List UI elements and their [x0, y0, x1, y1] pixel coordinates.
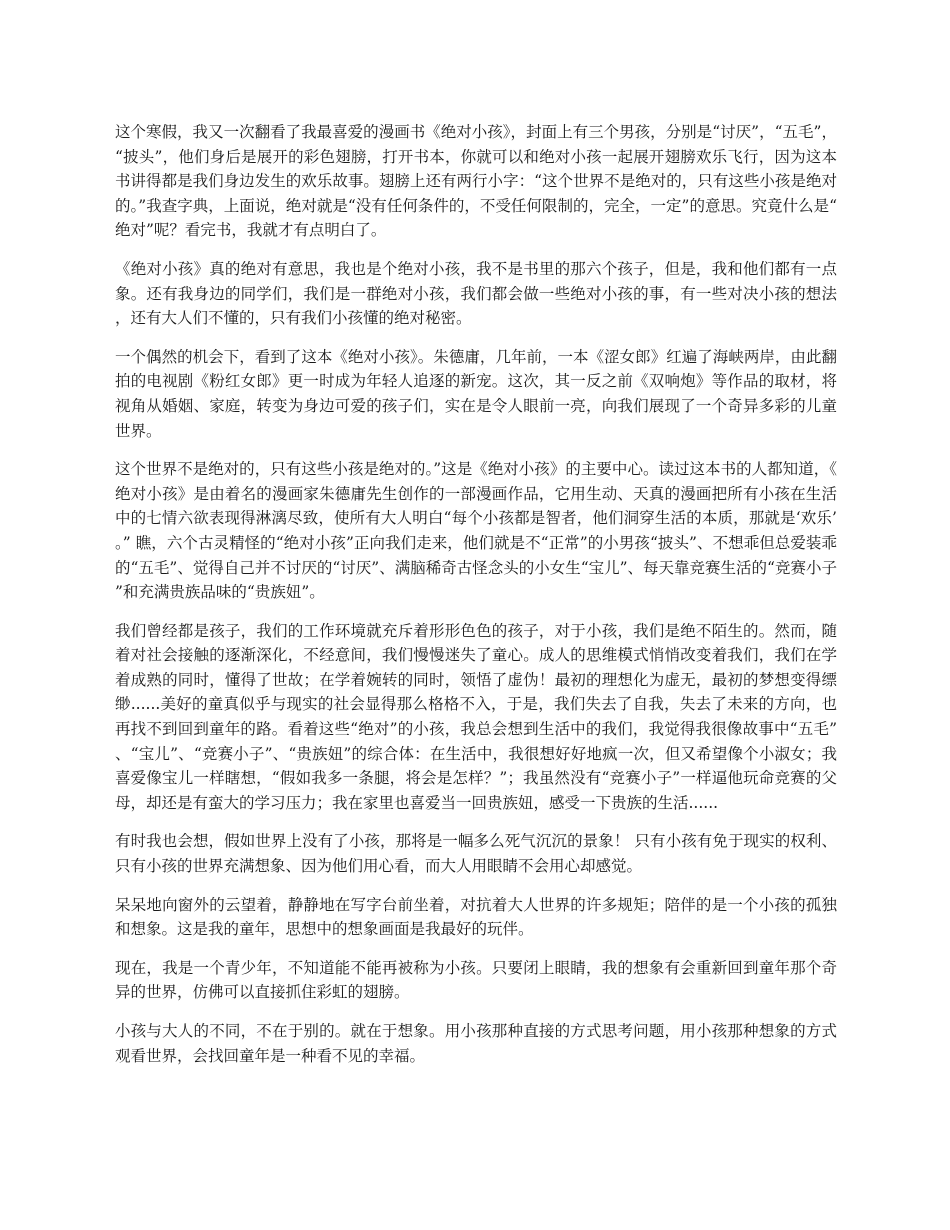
paragraph-1: 这个寒假，我又一次翻看了我最喜爱的漫画书《绝对小孩》，封面上有三个男孩，分别是“讨厌”，“五毛”，“披头”，他们身后是展开的彩色翅膀，打开书本，你就可以和绝对小孩一起展开翅膀欢乐飞行，因为这本书讲得都是我们身边发生的欢乐故事。翅膀上还有两行小字：“这个世界不是绝对的，只有这些小孩是绝对的。”我查字典，上面说，绝对就是“没有任何条件的，不受任何限制的，完全，一定”的意思。究竟什么是“绝对”呢？看完书，我就才有点明白了。 — [115, 123, 837, 240]
paragraph-3: 一个偶然的机会下，看到了这本《绝对小孩》。朱德庸，几年前，一本《涩女郎》红遍了海峡两岸，由此翻拍的电视剧《粉红女郎》更一时成为年轻人追逐的新宠。这次，其一反之前《双响炮》等作品的取材，将视角从婚姻、家庭，转变为身边可爱的孩子们，实在是令人眼前一亮，向我们展现了一个奇异多彩的儿童世界。 — [115, 347, 837, 440]
document-body — [115, 120, 837, 1082]
paragraph-7: 呆呆地向窗外的云望着，静静地在写字台前坐着，对抗着大人世界的许多规矩；陪伴的是一个小孩的孤独和想象。这是我的童年，思想中的想象画面是我最好的玩伴。 — [115, 895, 837, 939]
paragraph-9: 小孩与大人的不同，不在于别的。就在于想象。用小孩那种直接的方式思考问题，用小孩那种想象的方式观看世界，会找回童年是一种看不见的幸福。 — [115, 1022, 837, 1065]
paragraph-6: 有时我也会想，假如世界上没有了小孩，那将是一幅多么死气沉沉的景象！ 只有小孩有免于现实的权利、只有小孩的世界充满想象、因为他们用心看，而大人用眼睛不会用心却感觉。 — [115, 832, 837, 876]
paragraph-8: 现在，我是一个青少年，不知道能不能再被称为小孩。只要闭上眼睛，我的想象有会重新回到童年那个奇异的世界，仿佛可以直接抓住彩虹的翅膀。 — [115, 958, 837, 1002]
paragraph-5: 我们曾经都是孩子，我们的工作环境就充斥着形形色色的孩子，对于小孩，我们是绝不陌生的。然而，随着对社会接触的逐渐深化，不经意间，我们慢慢迷失了童心。成人的思维模式悄悄改变着我们，我们在学着成熟的同时，懂得了世故；在学着婉转的同时，领悟了虚伪！最初的理想化为虚无，最初的梦想变得缥缈......美好的童真似乎与现实的社会显得那么格格不入，于是，我们失去了自我，失去了未来的方向，也再找不到回到童年的路。看着这些“绝对”的小孩，我总会想到生活中的我们，我觉得我很像故事中“五毛”、“宝儿”、“竞赛小子”、“贵族妞”的综合体：在生活中，我很想好好地疯一次，但又希望像个小淑女；我喜爱像宝儿一样瞎想，“假如我多一条腿，将会是怎样？”；我虽然没有“竞赛小子”一样逼他玩命竞赛的父母，却还是有蛮大的学习压力；我在家里也喜爱当一回贵族妞，感受一下贵族的生活...... — [115, 621, 837, 812]
paragraph-2: 《绝对小孩》真的绝对有意思，我也是个绝对小孩，我不是书里的那六个孩子，但是，我和他们都有一点象。还有我身边的同学们，我们是一群绝对小孩，我们都会做一些绝对小孩的事，有一些对决小孩的想法，还有大人们不懂的，只有我们小孩懂的绝对秘密。 — [115, 259, 837, 328]
paragraph-4: 这个世界不是绝对的，只有这些小孩是绝对的。”这是《绝对小孩》的主要中心。读过这本书的人都知道，《绝对小孩》是由着名的漫画家朱德庸先生创作的一部漫画作品，它用生动、天真的漫画把所有小孩在生活中的七情六欲表现得淋漓尽致，使所有大人明白“每个小孩都是智者，他们洞穿生活的本质，那就是‘欢乐’。” 瞧，六个古灵精怪的“绝对小孩”正向我们走来，他们就是不“正常”的小男孩“披头”、不想乖但总爱装乖的“五毛”、觉得自己并不讨厌的“讨厌”、满脑稀奇古怪念头的小女生“宝儿”、每天靠竞赛生活的“竞赛小子”和充满贵族品味的“贵族妞”。 — [115, 460, 837, 602]
